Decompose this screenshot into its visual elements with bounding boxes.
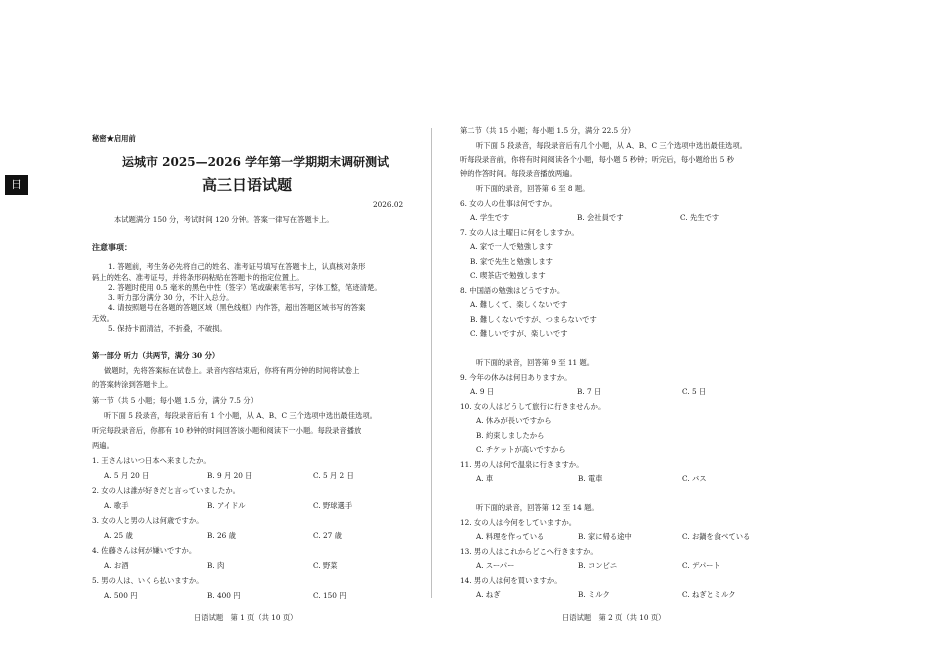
option-c: C. 27 歳: [313, 531, 342, 540]
option-c: C. ねぎとミルク: [682, 590, 736, 599]
side-tab: 日: [5, 175, 28, 195]
question-10: 10. 女の人はどうして旅行に行きませんか。: [460, 402, 606, 411]
option-c: C. 150 円: [313, 591, 347, 600]
option-b: B. 400 円: [207, 591, 241, 600]
option-b: B. 難しくないですが、つまらないです: [470, 315, 597, 324]
notice-heading: 注意事项：: [92, 242, 132, 252]
section2-desc: 听下面 5 段录音，每段录音后有几个小题，从 A、B、C 三个选项中选出最佳选项。: [476, 141, 747, 150]
question-3: 3. 女の人と男の人は何歳ですか。: [92, 516, 204, 525]
exam-date: 2026.02: [373, 200, 404, 209]
question-2: 2. 女の人は誰が好きだと言っていましたか。: [92, 486, 240, 495]
option-b: B. ミルク: [578, 590, 610, 599]
option-b: B. アイドル: [207, 501, 246, 510]
option-c: C. バス: [682, 474, 707, 483]
option-c: C. 5 月 2 日: [313, 471, 354, 480]
page-footer: 日语试题 第 2 页（共 10 页）: [562, 613, 666, 622]
question-13: 13. 男の人はこれからどこへ行きますか。: [460, 547, 598, 556]
option-b: B. 9 月 20 日: [207, 471, 253, 480]
part1-desc: 做题时，先将答案标在试卷上。录音内容结束后，你将有两分钟的时间将试卷上: [104, 366, 360, 375]
option-b: B. 会社員です: [577, 213, 624, 222]
question-6: 6. 女の人の仕事は何ですか。: [460, 199, 557, 208]
option-a: A. 車: [476, 474, 494, 483]
option-c: C. 難しいですが、楽しいです: [470, 329, 568, 338]
option-a: A. 休みが長いですから: [476, 416, 552, 425]
option-c: C. チケットが高いですから: [476, 445, 566, 454]
option-b: B. 家で先生と勉強します: [470, 257, 553, 266]
question-8: 8. 中国語の勉強はどうですか。: [460, 286, 565, 295]
group-intro: 听下面的录音，回答第 12 至 14 题。: [476, 503, 599, 512]
option-c: C. 5 日: [682, 387, 707, 396]
option-b: B. 26 歳: [207, 531, 236, 540]
option-a: A. 500 円: [104, 591, 138, 600]
option-b: B. 電車: [578, 474, 603, 483]
section2-desc: 听每段录音前，你将有时间阅读各个小题，每小题 5 秒钟；听完后，每小题给出 5 秒: [460, 155, 734, 164]
confidential-label: 秘密★启用前: [92, 134, 136, 143]
page-divider: [431, 128, 432, 598]
part1-desc: 的答案转涂到答题卡上。: [92, 380, 173, 389]
option-a: A. 家で一人で勉強します: [470, 242, 553, 251]
option-c: C. 野菜: [313, 561, 338, 570]
option-a: A. 難しくて、楽しくないです: [470, 300, 568, 309]
section1-desc: 两遍。: [92, 441, 114, 450]
notice-item: 1. 答题前，考生务必先将自己的姓名、准考证号填写在答题卡上，认真核对条形: [108, 262, 366, 271]
option-c: C. 野球選手: [313, 501, 353, 510]
notice-item: 码上的姓名、准考证号，并将条形码粘贴在答题卡的指定位置上。: [92, 273, 304, 282]
notice-item: 5. 保持卡面清洁，不折叠，不破损。: [108, 324, 227, 333]
question-1: 1. 王さんはいつ日本へ来ましたか。: [92, 456, 211, 465]
section1-desc: 听完每段录音后，你都有 10 秒钟的时间回答该小题和阅读下一小题。每段录音播放: [92, 426, 362, 435]
group-intro: 听下面的录音，回答第 6 至 8 题。: [476, 184, 590, 193]
option-b: B. 7 日: [577, 387, 602, 396]
option-a: A. 9 日: [470, 387, 495, 396]
exam-subtitle: 高三日语试题: [202, 176, 293, 194]
notice-item: 4. 请按照题号在各题的答题区域（黑色线框）内作答，超出答题区域书写的答案: [108, 303, 366, 312]
option-c: C. お鍋を食べている: [682, 532, 751, 541]
question-9: 9. 今年の休みは何日ありますか。: [460, 373, 572, 382]
option-b: B. コンビニ: [578, 561, 618, 570]
question-14: 14. 男の人は何を買いますか。: [460, 576, 562, 585]
option-a: A. スーパー: [476, 561, 515, 570]
option-a: A. 学生です: [470, 213, 510, 222]
question-12: 12. 女の人は今何をしていますか。: [460, 518, 577, 527]
option-a: A. 25 歳: [104, 531, 133, 540]
option-b: B. 家に帰る途中: [578, 532, 632, 541]
option-a: A. 料理を作っている: [476, 532, 545, 541]
question-5: 5. 男の人は、いくら払いますか。: [92, 576, 204, 585]
notice-item: 无效。: [92, 314, 114, 323]
notice-item: 3. 听力部分满分 30 分，不计入总分。: [108, 293, 234, 302]
question-7: 7. 女の人は土曜日に何をしますか。: [460, 228, 579, 237]
part1-heading: 第一部分 听力（共两节，满分 30 分）: [92, 351, 220, 360]
option-c: C. 先生です: [680, 213, 720, 222]
option-a: A. ねぎ: [476, 590, 501, 599]
option-a: A. お酒: [104, 561, 129, 570]
page-footer: 日语试题 第 1 页（共 10 页）: [194, 613, 298, 622]
score-note: 本试题满分 150 分，考试时间 120 分钟。答案一律写在答题卡上。: [114, 215, 334, 224]
section2-heading: 第二节（共 15 小题；每小题 1.5 分，满分 22.5 分）: [460, 126, 636, 135]
option-c: C. 喫茶店で勉強します: [470, 271, 546, 280]
section2-desc: 钟的作答时间。每段录音播放两遍。: [460, 169, 577, 178]
option-a: A. 歌手: [104, 501, 129, 510]
notice-item: 2. 答题时使用 0.5 毫米的黑色中性（签字）笔或碳素笔书写，字体工整，笔迹清楚。: [108, 283, 382, 292]
exam-title: 运城市 2025—2026 学年第一学期期末调研测试: [122, 155, 390, 169]
option-b: B. 約束しましたから: [476, 431, 545, 440]
option-b: B. 肉: [207, 561, 225, 570]
option-c: C. デパート: [682, 561, 721, 570]
section1-heading: 第一节（共 5 小题；每小题 1.5 分，满分 7.5 分）: [92, 396, 258, 405]
section1-desc: 听下面 5 段录音，每段录音后有 1 个小题，从 A、B、C 三个选项中选出最佳选项。: [104, 411, 377, 420]
question-4: 4. 佐藤さんは何が嫌いですか。: [92, 546, 197, 555]
question-11: 11. 男の人は何で温泉に行きますか。: [460, 460, 584, 469]
group-intro: 听下面的录音，回答第 9 至 11 题。: [476, 358, 595, 367]
option-a: A. 5 月 20 日: [104, 471, 150, 480]
